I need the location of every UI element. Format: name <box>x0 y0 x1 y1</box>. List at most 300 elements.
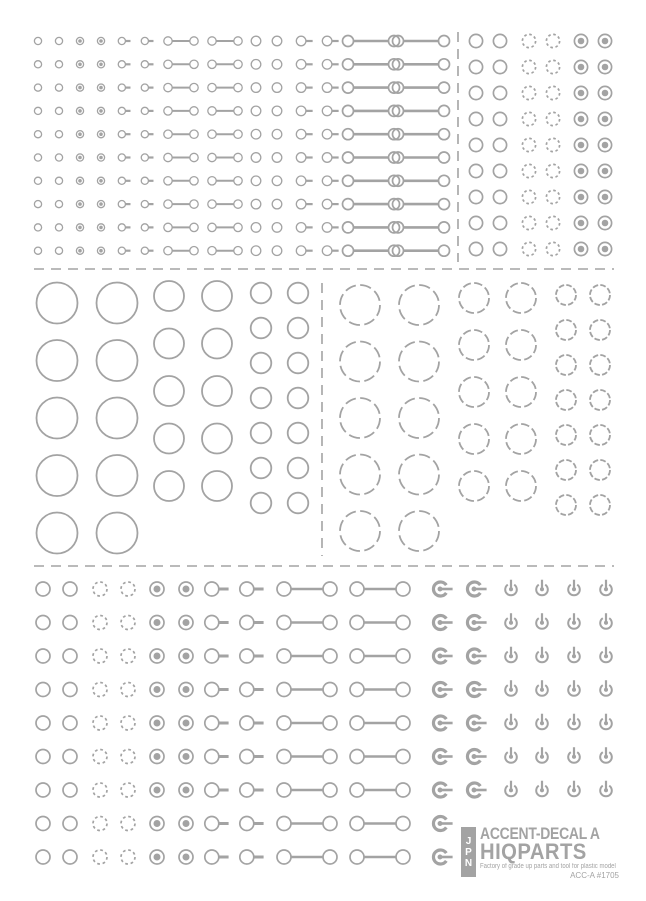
tab-ring-mark <box>118 84 125 91</box>
ring-mark <box>34 177 41 184</box>
large-ring-mark <box>251 283 272 304</box>
large-dashed-ring-mark <box>459 424 489 454</box>
linked-pair-ring <box>208 130 216 138</box>
power-mark-center <box>572 755 576 759</box>
dot-ring-center <box>602 90 609 97</box>
linked-pair-ring <box>234 223 242 231</box>
tab-ring-mark <box>322 223 332 233</box>
dot-ring-center <box>78 132 82 136</box>
bottom-marks <box>36 580 612 864</box>
dot-ring-center <box>154 787 161 794</box>
large-dashed-ring-mark <box>399 455 439 495</box>
ring-mark <box>55 154 62 161</box>
linked-pair-ring <box>164 177 172 185</box>
linked-pair-ring <box>396 817 410 831</box>
linked-pair-ring <box>343 105 354 116</box>
power-mark-center <box>540 721 544 725</box>
ring-mark <box>36 850 50 864</box>
ring-mark <box>493 216 506 229</box>
large-dashed-ring-mark <box>340 398 380 438</box>
ring-mark <box>272 153 282 163</box>
ring-mark <box>272 199 282 209</box>
large-ring-mark <box>154 424 184 454</box>
dot-ring-center <box>78 109 82 113</box>
large-ring-mark <box>251 423 272 444</box>
ring-mark <box>251 176 261 186</box>
linked-pair-ring <box>208 177 216 185</box>
tab-ring-mark <box>205 817 219 831</box>
linked-pair-ring <box>323 716 337 730</box>
dot-ring-center <box>578 38 585 45</box>
ring-mark <box>493 112 506 125</box>
linked-pair-ring <box>439 82 450 93</box>
dashed-ring-mark <box>546 86 559 99</box>
dashed-ring-mark <box>522 138 535 151</box>
linked-pair-ring <box>396 750 410 764</box>
tab-ring-mark <box>141 107 148 114</box>
tab-ring-mark <box>205 683 219 697</box>
power-mark-center <box>572 788 576 792</box>
dot-ring-center <box>578 168 585 175</box>
large-dashed-ring-mark <box>459 283 489 313</box>
tab-ring-mark <box>240 817 254 831</box>
dot-ring-center <box>602 194 609 201</box>
dashed-ring-mark <box>546 216 559 229</box>
power-mark-center <box>604 755 608 759</box>
dot-ring-center <box>78 179 82 183</box>
linked-pair-ring <box>190 37 198 45</box>
power-mark-center <box>572 587 576 591</box>
dot-ring-center <box>78 249 82 253</box>
dot-ring-center <box>99 179 103 183</box>
large-dashed-ring-mark <box>459 330 489 360</box>
dot-ring-center <box>602 38 609 45</box>
large-ring-mark <box>97 513 138 554</box>
dot-ring-center <box>99 156 103 160</box>
linked-pair-ring <box>323 783 337 797</box>
dashed-ring-mark <box>121 716 135 730</box>
linked-pair-ring <box>439 222 450 233</box>
large-dashed-ring-mark <box>556 495 576 515</box>
ring-mark <box>63 750 77 764</box>
large-ring-mark <box>251 458 272 479</box>
linked-pair-ring <box>277 716 291 730</box>
tab-ring-mark <box>141 84 148 91</box>
ring-mark <box>469 112 482 125</box>
linked-pair-ring <box>234 83 242 91</box>
dashed-ring-mark <box>93 817 107 831</box>
large-ring-mark <box>288 353 309 374</box>
linked-pair-ring <box>164 60 172 68</box>
tab-ring-mark <box>240 850 254 864</box>
ring-mark <box>272 36 282 46</box>
large-ring-mark <box>202 376 232 406</box>
linked-pair-ring <box>350 716 364 730</box>
linked-pair-ring <box>208 200 216 208</box>
ring-mark <box>55 177 62 184</box>
dot-ring-center <box>154 820 161 827</box>
linked-pair-ring <box>323 817 337 831</box>
linked-pair-ring <box>164 223 172 231</box>
power-mark-center <box>540 654 544 658</box>
ring-mark <box>469 164 482 177</box>
dot-ring-center <box>578 64 585 71</box>
tab-ring-mark <box>141 177 148 184</box>
linked-pair-ring <box>343 152 354 163</box>
tab-ring-mark <box>118 201 125 208</box>
dot-ring-center <box>578 116 585 123</box>
product-code: ACC-A #1705 <box>570 871 619 880</box>
linked-pair-ring <box>350 850 364 864</box>
dashed-ring-mark <box>522 190 535 203</box>
dot-ring-center <box>183 753 190 760</box>
large-ring-mark <box>202 281 232 311</box>
large-ring-mark <box>288 318 309 339</box>
linked-pair-ring <box>350 683 364 697</box>
ring-mark <box>493 34 506 47</box>
large-ring-mark <box>37 283 78 324</box>
ring-mark <box>34 131 41 138</box>
linked-pair-ring <box>323 850 337 864</box>
tab-ring-mark <box>296 223 306 233</box>
large-dashed-ring-mark <box>590 495 610 515</box>
linked-pair-ring <box>343 82 354 93</box>
tab-ring-mark <box>296 83 306 93</box>
ring-mark <box>55 107 62 114</box>
dot-ring-center <box>154 686 161 693</box>
linked-pair-ring <box>350 616 364 630</box>
ring-mark <box>36 649 50 663</box>
large-ring-mark <box>97 283 138 324</box>
large-ring-mark <box>251 318 272 339</box>
large-dashed-ring-mark <box>459 377 489 407</box>
country-badge-letter: J <box>465 835 472 847</box>
tab-ring-mark <box>118 247 125 254</box>
large-ring-mark <box>37 455 78 496</box>
ring-mark <box>251 246 261 256</box>
power-mark-center <box>540 587 544 591</box>
dashed-ring-mark <box>522 34 535 47</box>
dashed-ring-mark <box>93 582 107 596</box>
brand-tagline: Factory of grade up parts and tool for plastic model <box>480 863 616 870</box>
dot-ring-center <box>602 142 609 149</box>
tab-ring-mark <box>296 129 306 139</box>
dashed-ring-mark <box>546 138 559 151</box>
ring-mark <box>469 242 482 255</box>
linked-pair-ring <box>164 37 172 45</box>
large-dashed-ring-mark <box>340 342 380 382</box>
tab-ring-mark <box>322 106 332 116</box>
tab-ring-mark <box>296 246 306 256</box>
linked-pair-ring <box>350 649 364 663</box>
large-ring-mark <box>154 281 184 311</box>
ring-mark <box>272 223 282 233</box>
power-mark-center <box>604 654 608 658</box>
dot-ring-center <box>602 116 609 123</box>
large-ring-mark <box>288 458 309 479</box>
linked-pair-ring <box>208 60 216 68</box>
dot-ring-center <box>154 753 161 760</box>
ring-mark <box>63 817 77 831</box>
ring-mark <box>272 246 282 256</box>
linked-pair-ring <box>396 616 410 630</box>
dashed-ring-mark <box>522 216 535 229</box>
power-mark-center <box>540 621 544 625</box>
tab-ring-mark <box>322 176 332 186</box>
tab-ring-mark <box>322 246 332 256</box>
dashed-ring-mark <box>121 683 135 697</box>
dot-ring-center <box>78 86 82 90</box>
linked-pair-ring <box>190 60 198 68</box>
power-mark-center <box>509 654 513 658</box>
tab-ring-mark <box>118 224 125 231</box>
linked-pair-ring <box>439 152 450 163</box>
linked-pair-ring <box>350 750 364 764</box>
linked-pair-ring <box>439 36 450 47</box>
linked-pair-ring <box>343 199 354 210</box>
large-dashed-ring-mark <box>340 285 380 325</box>
tab-ring-mark <box>205 850 219 864</box>
large-dashed-ring-mark <box>590 425 610 445</box>
ring-mark <box>469 138 482 151</box>
large-ring-mark <box>202 329 232 359</box>
tab-ring-mark <box>118 61 125 68</box>
ring-mark <box>493 164 506 177</box>
dot-ring-center <box>183 653 190 660</box>
tab-ring-mark <box>240 683 254 697</box>
dot-ring-center <box>578 220 585 227</box>
tab-ring-mark <box>205 783 219 797</box>
large-dashed-ring-mark <box>506 283 536 313</box>
dashed-ring-mark <box>546 242 559 255</box>
ring-mark <box>469 60 482 73</box>
tab-ring-mark <box>141 61 148 68</box>
large-ring-mark <box>37 513 78 554</box>
tab-ring-mark <box>205 750 219 764</box>
ring-mark <box>63 683 77 697</box>
ring-mark <box>36 750 50 764</box>
dashed-ring-mark <box>93 649 107 663</box>
linked-pair-ring <box>439 105 450 116</box>
power-mark-center <box>509 587 513 591</box>
large-ring-mark <box>202 424 232 454</box>
linked-pair-ring <box>208 153 216 161</box>
large-dashed-ring-mark <box>590 355 610 375</box>
linked-pair-ring <box>234 37 242 45</box>
ring-mark <box>272 106 282 116</box>
ring-mark <box>251 129 261 139</box>
ring-mark <box>251 60 261 70</box>
ring-mark <box>34 61 41 68</box>
large-ring-mark <box>97 455 138 496</box>
dot-ring-center <box>99 132 103 136</box>
ring-mark <box>493 86 506 99</box>
dot-ring-center <box>99 202 103 206</box>
dot-ring-center <box>99 226 103 230</box>
ring-mark <box>251 223 261 233</box>
dot-ring-center <box>183 854 190 861</box>
large-dashed-ring-mark <box>399 398 439 438</box>
linked-pair-ring <box>190 130 198 138</box>
ring-mark <box>36 817 50 831</box>
large-dashed-ring-mark <box>590 460 610 480</box>
dashed-ring-mark <box>121 783 135 797</box>
ring-mark <box>493 60 506 73</box>
power-mark-center <box>540 755 544 759</box>
linked-pair-ring <box>343 175 354 186</box>
ring-mark <box>34 107 41 114</box>
ring-mark <box>36 582 50 596</box>
large-ring-mark <box>288 283 309 304</box>
dot-ring-center <box>183 686 190 693</box>
power-mark-center <box>509 755 513 759</box>
large-ring-mark <box>288 493 309 514</box>
country-badge-letter: N <box>464 857 473 869</box>
tab-ring-mark <box>141 131 148 138</box>
linked-pair-ring <box>164 200 172 208</box>
large-dashed-ring-mark <box>340 455 380 495</box>
dot-ring-center <box>99 109 103 113</box>
large-ring-mark <box>202 471 232 501</box>
power-mark-center <box>540 788 544 792</box>
large-dashed-ring-mark <box>506 330 536 360</box>
ring-mark <box>36 683 50 697</box>
linked-pair-ring <box>164 83 172 91</box>
power-mark-center <box>604 621 608 625</box>
dot-ring-center <box>183 820 190 827</box>
dashed-ring-mark <box>93 750 107 764</box>
dot-ring-center <box>99 63 103 67</box>
dashed-ring-mark <box>546 34 559 47</box>
ring-mark <box>63 582 77 596</box>
ring-mark <box>34 37 41 44</box>
ring-mark <box>469 34 482 47</box>
tab-ring-mark <box>205 616 219 630</box>
power-mark-center <box>604 721 608 725</box>
linked-pair-ring <box>277 850 291 864</box>
linked-pair-ring <box>277 582 291 596</box>
ring-mark <box>272 176 282 186</box>
linked-pair-ring <box>323 750 337 764</box>
linked-pair-ring <box>396 716 410 730</box>
ring-mark <box>55 247 62 254</box>
linked-pair-ring <box>343 245 354 256</box>
tab-ring-mark <box>118 107 125 114</box>
dashed-ring-mark <box>93 850 107 864</box>
linked-pair-ring <box>190 223 198 231</box>
large-ring-mark <box>154 329 184 359</box>
linked-pair-ring <box>190 200 198 208</box>
large-dashed-ring-mark <box>506 471 536 501</box>
ring-mark <box>251 153 261 163</box>
large-dashed-ring-mark <box>340 511 380 551</box>
large-dashed-ring-mark <box>399 511 439 551</box>
dot-ring-center <box>602 246 609 253</box>
dashed-ring-mark <box>522 164 535 177</box>
ring-mark <box>272 83 282 93</box>
dot-ring-center <box>99 86 103 90</box>
ring-mark <box>55 37 62 44</box>
ring-mark <box>36 616 50 630</box>
tab-ring-mark <box>240 649 254 663</box>
tab-ring-mark <box>141 247 148 254</box>
linked-pair-ring <box>277 683 291 697</box>
linked-pair-ring <box>208 107 216 115</box>
power-mark-center <box>540 688 544 692</box>
linked-pair-ring <box>439 245 450 256</box>
large-ring-mark <box>288 388 309 409</box>
large-dashed-ring-mark <box>590 320 610 340</box>
linked-pair-ring <box>343 36 354 47</box>
ring-mark <box>63 616 77 630</box>
dot-ring-center <box>78 39 82 43</box>
linked-pair-ring <box>343 129 354 140</box>
dot-ring-center <box>578 90 585 97</box>
linked-pair-ring <box>277 649 291 663</box>
dot-ring-center <box>602 168 609 175</box>
large-ring-mark <box>251 493 272 514</box>
brand-label <box>461 824 619 880</box>
ring-mark <box>34 84 41 91</box>
ring-mark <box>63 783 77 797</box>
ring-mark <box>34 201 41 208</box>
ring-mark <box>55 131 62 138</box>
power-mark-center <box>572 721 576 725</box>
linked-pair-ring <box>164 107 172 115</box>
linked-pair-ring <box>277 817 291 831</box>
ring-mark <box>55 224 62 231</box>
large-ring-mark <box>154 376 184 406</box>
power-mark-center <box>509 621 513 625</box>
top-right-marks <box>469 34 611 255</box>
tab-ring-mark <box>296 153 306 163</box>
dashed-ring-mark <box>522 60 535 73</box>
tab-ring-mark <box>240 616 254 630</box>
dot-ring-center <box>154 653 161 660</box>
linked-pair-ring <box>343 222 354 233</box>
dashed-ring-mark <box>121 750 135 764</box>
ring-mark <box>469 216 482 229</box>
power-mark-center <box>509 788 513 792</box>
dashed-ring-mark <box>546 164 559 177</box>
large-dashed-ring-mark <box>556 390 576 410</box>
large-ring-mark <box>97 398 138 439</box>
tab-ring-mark <box>205 649 219 663</box>
dashed-ring-mark <box>93 716 107 730</box>
ring-mark <box>34 247 41 254</box>
large-ring-mark <box>251 388 272 409</box>
dot-ring-center <box>183 586 190 593</box>
tab-ring-mark <box>205 582 219 596</box>
linked-pair-ring <box>190 107 198 115</box>
tab-ring-mark <box>322 199 332 209</box>
power-mark-center <box>509 721 513 725</box>
dot-ring-center <box>154 720 161 727</box>
dashed-ring-mark <box>522 242 535 255</box>
power-mark-center <box>572 654 576 658</box>
linked-pair-ring <box>323 616 337 630</box>
tab-ring-mark <box>322 153 332 163</box>
dot-ring-center <box>154 586 161 593</box>
linked-pair-ring <box>277 750 291 764</box>
ring-mark <box>55 84 62 91</box>
linked-pair-ring <box>323 649 337 663</box>
brand-logo-text: HIQPARTS <box>480 839 587 864</box>
linked-pair-ring <box>234 107 242 115</box>
large-dashed-ring-mark <box>556 425 576 445</box>
ring-mark <box>272 60 282 70</box>
ring-mark <box>469 86 482 99</box>
